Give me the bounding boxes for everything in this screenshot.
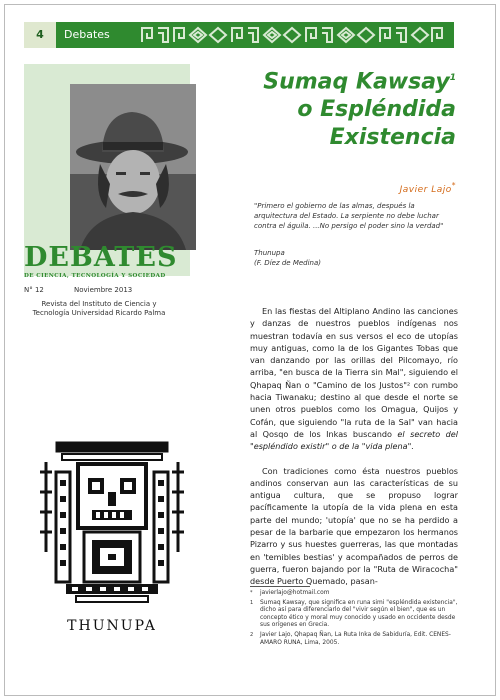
section-title: Debates (64, 28, 110, 41)
footnote-text: javierlajo@hotmail.com (260, 590, 330, 596)
illustration-caption: THUNUPA (67, 618, 157, 634)
footnote (250, 590, 460, 598)
article-body (250, 305, 458, 600)
section-header-bar (24, 22, 454, 48)
footnote-text: Sumaq Kawsay, que significa en runa simi "espléndida existencia", dicho así para diferenciarlo del "vivir según el bien", que es un concepto ético y moral muy conocido y usado en occidente desde sus orígenes en Grecia. (260, 599, 458, 629)
body-paragraph: Con tradiciones como ésta nuestros pueblos andinos conservan aun las características de su antigua cultura, que se propuso lograr pacíficamente la utopía de la vida plena en esta parte del mundo; 'utopía' que no se ha perdido a pesar de la barbarie que empezaron los hermanos Pizarro y sus huestes guerreras, las que montadas en 'temibles bestias' y acompañados de perros de guerra, fueron bajando por la "Ruta de Wiracocha" desde Puerto Quemado, pasan- (250, 465, 458, 587)
paragraph-1-emphasis: el secreto del "espléndido existir" o de la "vida plena". (250, 428, 458, 452)
issue-number: N° 12 (24, 286, 44, 294)
title-line-1: Sumaq Kawsay (263, 69, 450, 95)
author-footnote-marker: * (451, 181, 456, 190)
epigraph-source-title: Thunupa (254, 249, 285, 257)
footnote-marker: * (250, 590, 253, 596)
footnote (250, 600, 460, 630)
footnotes (250, 590, 460, 649)
footnote (250, 632, 460, 647)
thunupa-illustration (36, 432, 188, 642)
issue-date: Noviembre 2013 (74, 286, 133, 294)
epigraph-source-author: (F. Díez de Medina) (254, 259, 322, 267)
footnote-marker: 2 (250, 631, 254, 638)
footnote-marker: 1 (250, 599, 254, 606)
title-line-2: o Espléndida (297, 97, 456, 123)
footnote-text: Javier Lajo, Qhapaq Ñan, La Ruta Inka de Sabiduría, Edit. CENES-AMARO RUNA, Lima, 2005. (260, 631, 451, 646)
article-author (300, 181, 456, 195)
footnote-divider (250, 586, 310, 587)
article-title (230, 64, 456, 152)
title-footnote-marker: 1 (449, 73, 456, 83)
author-photo (70, 84, 196, 250)
journal-subtitle: DE CIENCIA, TECNOLOGÍA Y SOCIEDAD (24, 273, 166, 279)
journal-masthead (24, 242, 178, 279)
paragraph-1-text: En las fiestas del Altiplano Andino las canciones y danzas de nuestros pueblos indígenas nos muestran todavía en sus versos el eco de utopías muy antiguas, como la de los Gigantes Tobas que van danzando por las orillas del Pilcomayo, río arriba, "en busca de la Tierra sin Mal", siguiendo el Qhapaq Ñan o "Camino de los Justos"² con rumbo hacia Tiwanaku; destino al que desde el norte se unen otros pueblos como los Omagua, Quijos y Cofán, que siguiendo "la ruta de la Sal" van hacia al Qosqo de los Inkas buscando (250, 306, 458, 439)
page-number: 4 (24, 22, 56, 48)
epigraph-source (254, 248, 458, 268)
andean-pattern-decoration (138, 22, 454, 48)
journal-title: DEBATES (24, 242, 178, 273)
epigraph-quote: "Primero el gobierno de las almas, después la arquitectura del Estado. La serpiente no debe luchar contra el águila. ...No persigo el poder sino la verdad" (254, 202, 444, 230)
body-paragraph (250, 305, 458, 453)
journal-description: Revista del Instituto de Ciencia y Tecnología Universidad Ricardo Palma (32, 300, 166, 317)
title-line-3: Existencia (329, 125, 456, 151)
author-name: Javier Lajo (399, 185, 452, 195)
